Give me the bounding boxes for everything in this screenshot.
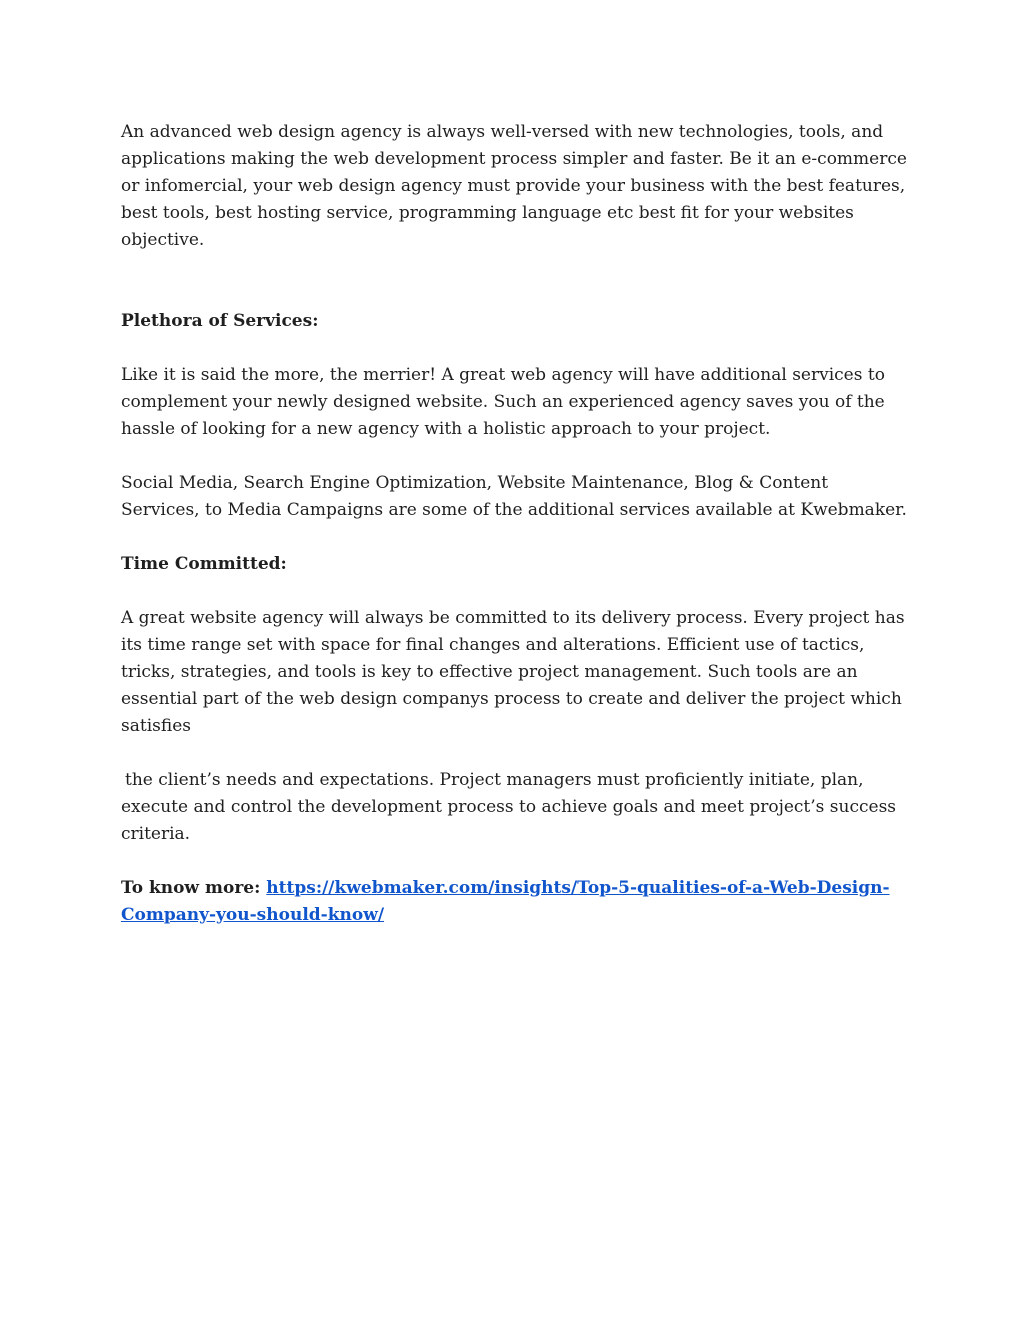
know-more-line [121,875,911,929]
services-paragraph-2: Social Media, Search Engine Optimization, Website Maintenance, Blog & Content Services, to Media Campaigns are some of the additional services available at Kwebmaker. [121,473,907,520]
intro-paragraph: An advanced web design agency is always well-versed with new technologies, tools, and applications making the web development process simpler and faster. Be it an e-commerce or infomercial, your web design agency must provide your business with the best features, best tools, best hosting service, programming language etc best fit for your websites objective. [121,122,907,250]
services-paragraph-1: Like it is said the more, the merrier! A great web agency will have additional services to complement your newly designed website. Such an experienced agency saves you of the hassle of looking for a new agency with a holistic approach to your project. [121,365,885,439]
section-heading-time: Time Committed: [121,554,287,574]
know-more-label: To know more: [121,878,261,898]
time-paragraph-1: A great website agency will always be committed to its delivery process. Every project has its time range set with space for final changes and alterations. Efficient use of tactics, tricks, strategies, and tools is key to effective project management. Such tools are an essential part of the web design companys process to create and deliver the project which satisfies [121,608,905,736]
section-heading-services: Plethora of Services: [121,311,319,331]
document-body [121,119,911,929]
know-more-link[interactable]: https://kwebmaker.com/insights/Top-5-qualities-of-a-Web-Design-Company-you-should-know/ [121,878,890,925]
time-paragraph-2: the client’s needs and expectations. Project managers must proficiently initiate, plan, execute and control the development process to achieve goals and meet project’s success criteria. [121,770,897,844]
